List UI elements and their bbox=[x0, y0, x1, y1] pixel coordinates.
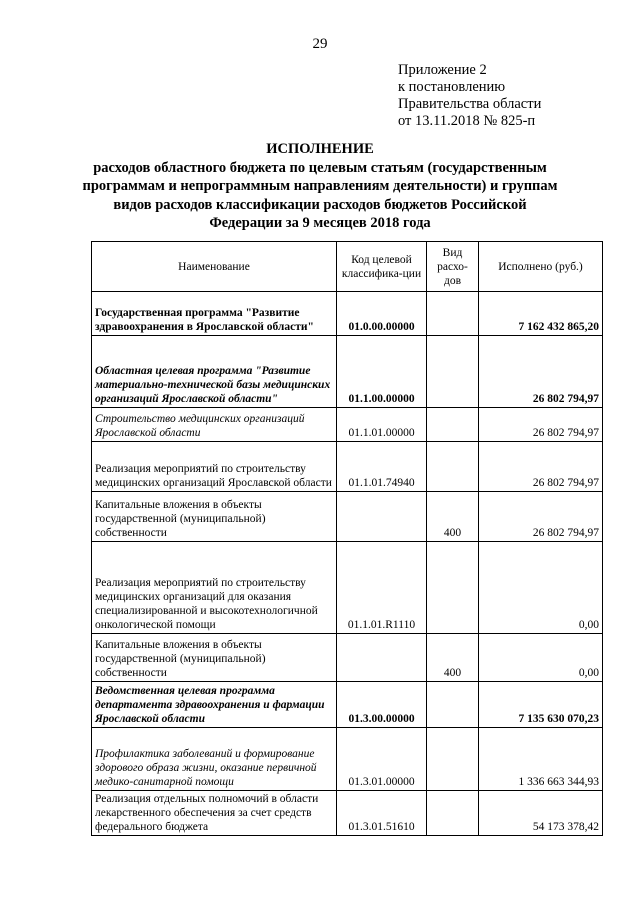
row-type bbox=[427, 292, 479, 336]
row-name: Профилактика заболеваний и формирование здорового образа жизни, оказание первичной медико-санитарной помощи bbox=[92, 728, 337, 791]
page-number: 29 bbox=[312, 36, 328, 52]
heading-line: Федерации за 9 месяцев 2018 года bbox=[209, 215, 431, 231]
header-type: Вид расхо-дов bbox=[427, 242, 479, 292]
expenditure-table bbox=[91, 241, 603, 836]
row-code: 01.3.00.00000 bbox=[337, 682, 427, 728]
table-row bbox=[92, 791, 603, 836]
row-type: 400 bbox=[427, 492, 479, 542]
table-row bbox=[92, 728, 603, 791]
row-amount: 26 802 794,97 bbox=[479, 442, 603, 492]
row-type bbox=[427, 791, 479, 836]
table-row bbox=[92, 336, 603, 408]
row-name: Реализация отдельных полномочий в области лекарственного обеспечения за счет средств федерального бюджета bbox=[92, 791, 337, 836]
table-row bbox=[92, 682, 603, 728]
row-name: Ведомственная целевая программа департамента здравоохранения и фармации Ярославской области bbox=[92, 682, 337, 728]
row-type: 400 bbox=[427, 634, 479, 682]
row-amount: 54 173 378,42 bbox=[479, 791, 603, 836]
appendix-block bbox=[398, 62, 541, 130]
document-heading bbox=[60, 140, 580, 233]
row-name: Реализация мероприятий по строительству медицинских организаций Ярославской области bbox=[92, 442, 337, 492]
row-type bbox=[427, 442, 479, 492]
table-row bbox=[92, 634, 603, 682]
appendix-line: к постановлению bbox=[398, 79, 506, 95]
table-header-row bbox=[92, 242, 603, 292]
row-type bbox=[427, 542, 479, 634]
table-row bbox=[92, 542, 603, 634]
row-name: Реализация мероприятий по строительству медицинских организаций для оказания специализированной и высокотехнологичной онкологической помощи bbox=[92, 542, 337, 634]
heading-line: программам и непрограммным направлениям деятельности) и группам bbox=[82, 178, 558, 194]
row-name: Государственная программа "Развитие здравоохранения в Ярославской области" bbox=[92, 292, 337, 336]
row-amount: 0,00 bbox=[479, 634, 603, 682]
table-row bbox=[92, 408, 603, 442]
row-amount: 26 802 794,97 bbox=[479, 336, 603, 408]
table-body bbox=[92, 292, 603, 836]
row-code: 01.3.01.00000 bbox=[337, 728, 427, 791]
row-amount: 7 162 432 865,20 bbox=[479, 292, 603, 336]
header-code: Код целевой классифика-ции bbox=[337, 242, 427, 292]
row-amount: 26 802 794,97 bbox=[479, 492, 603, 542]
row-type bbox=[427, 408, 479, 442]
row-type bbox=[427, 728, 479, 791]
row-code: 01.1.00.00000 bbox=[337, 336, 427, 408]
row-name: Капитальные вложения в объекты государственной (муниципальной) собственности bbox=[92, 492, 337, 542]
row-name: Строительство медицинских организаций Ярославской области bbox=[92, 408, 337, 442]
row-amount: 7 135 630 070,23 bbox=[479, 682, 603, 728]
appendix-line: Правительства области bbox=[398, 96, 542, 112]
table-row bbox=[92, 292, 603, 336]
heading-line: видов расходов классификации расходов бюджетов Российской bbox=[113, 196, 527, 213]
row-amount: 26 802 794,97 bbox=[479, 408, 603, 442]
heading-line: расходов областного бюджета по целевым статьям (государственным bbox=[93, 159, 547, 176]
row-type bbox=[427, 682, 479, 728]
row-name: Областная целевая программа "Развитие материально-технической базы медицинских организаций Ярославской области" bbox=[92, 336, 337, 408]
row-type bbox=[427, 336, 479, 408]
row-code bbox=[337, 634, 427, 682]
row-code: 01.1.01.00000 bbox=[337, 408, 427, 442]
row-code: 01.0.00.00000 bbox=[337, 292, 427, 336]
header-amount: Исполнено (руб.) bbox=[479, 242, 603, 292]
heading-title: ИСПОЛНЕНИЕ bbox=[266, 141, 374, 157]
row-name: Капитальные вложения в объекты государственной (муниципальной) собственности bbox=[92, 634, 337, 682]
row-amount: 0,00 bbox=[479, 542, 603, 634]
header-name: Наименование bbox=[92, 242, 337, 292]
table-row bbox=[92, 492, 603, 542]
row-code: 01.3.01.51610 bbox=[337, 791, 427, 836]
appendix-line: Приложение 2 bbox=[398, 62, 487, 78]
row-code: 01.1.01.74940 bbox=[337, 442, 427, 492]
row-code: 01.1.01.R1110 bbox=[337, 542, 427, 634]
appendix-line: от 13.11.2018 № 825-п bbox=[398, 113, 536, 129]
table-row bbox=[92, 442, 603, 492]
row-amount: 1 336 663 344,93 bbox=[479, 728, 603, 791]
row-code bbox=[337, 492, 427, 542]
